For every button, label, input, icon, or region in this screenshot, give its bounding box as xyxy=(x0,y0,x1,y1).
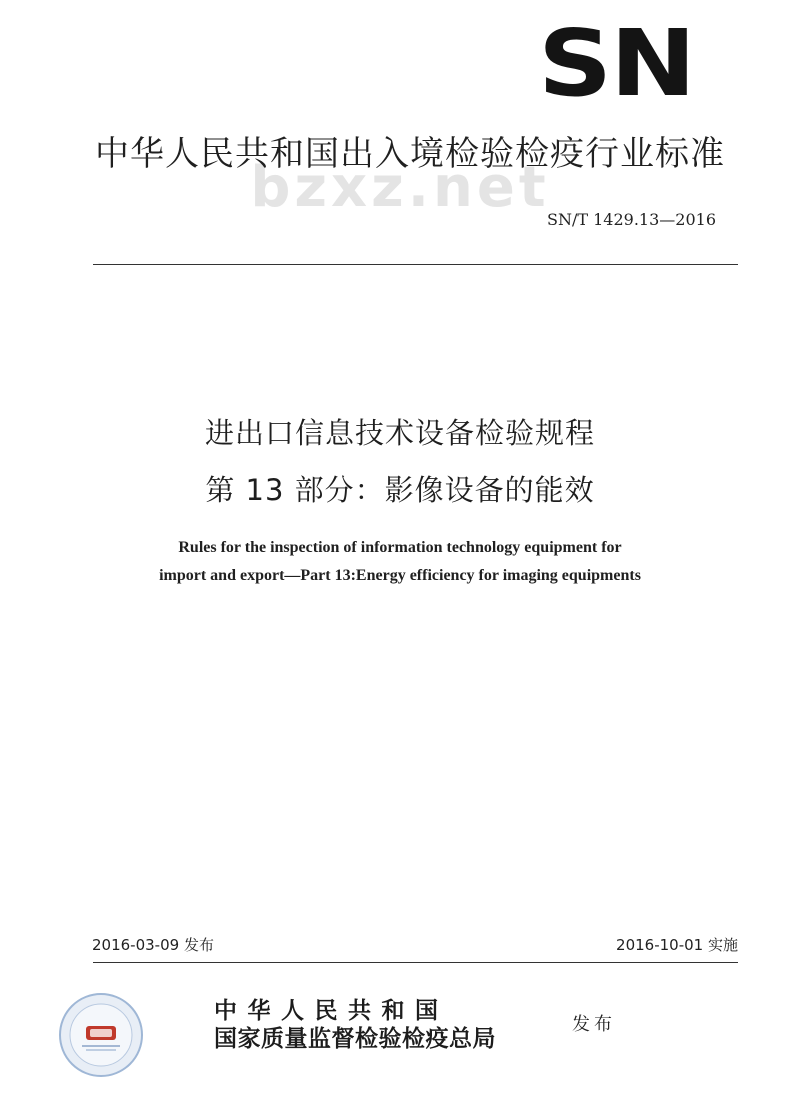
issue-date: 2016-03-09 发布 xyxy=(92,936,214,954)
anti-counterfeit-seal-icon xyxy=(58,992,144,1078)
implementation-date: 2016-10-01 实施 xyxy=(616,936,738,954)
issuer-line-1: 中华人民共和国 xyxy=(214,997,449,1024)
chinese-title-line-1: 进出口信息技术设备检验规程 xyxy=(204,416,595,450)
header-divider xyxy=(93,264,738,265)
english-title-line-2: import and export—Part 13:Energy efficiency for imaging equipments xyxy=(159,567,641,584)
issuer-line-2: 国家质量监督检验检疫总局 xyxy=(214,1025,496,1052)
publish-label: 发布 xyxy=(572,1014,616,1035)
footer-divider xyxy=(93,962,738,963)
english-title-line-1: Rules for the inspection of information technology equipment for xyxy=(178,539,622,556)
chinese-title-line-2: 第 13 部分：影像设备的能效 xyxy=(205,473,595,507)
standard-number: SN/T 1429.13—2016 xyxy=(547,210,716,229)
watermark: bzxz.net xyxy=(250,155,550,220)
organization-title: 中华人民共和国出入境检验检疫行业标准 xyxy=(95,134,725,174)
sn-logo: SN xyxy=(538,10,694,117)
